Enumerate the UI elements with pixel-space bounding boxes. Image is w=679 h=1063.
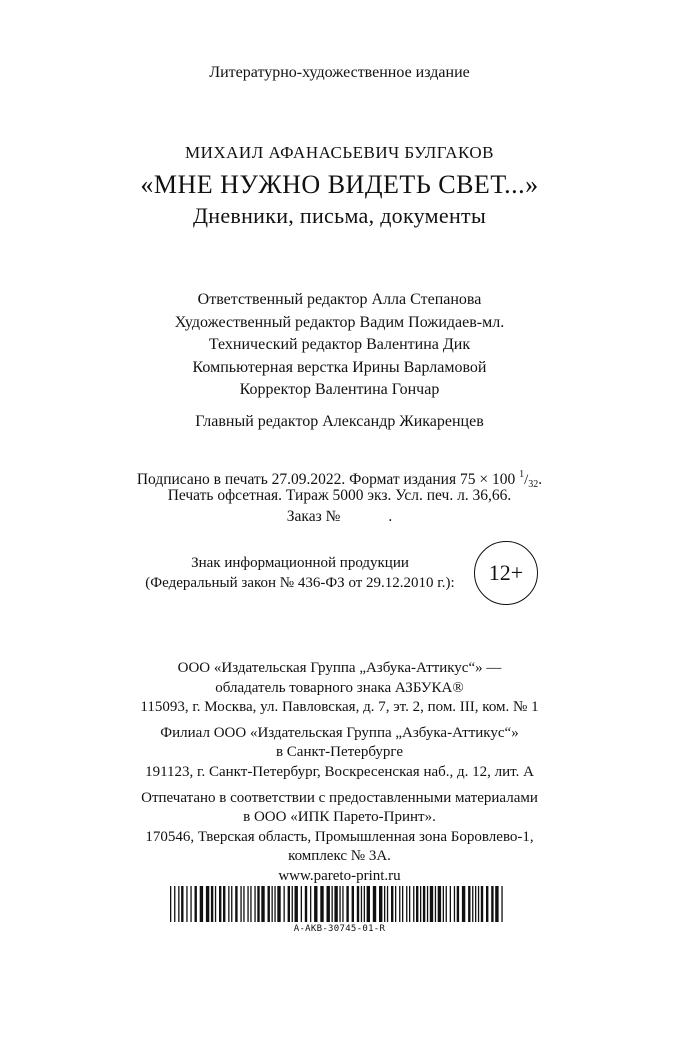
publisher-line: 191123, г. Санкт-Петербург, Воскресенская наб., д. 12, лит. А	[145, 763, 534, 780]
age-rating-badge	[474, 541, 538, 605]
genre-label: Литературно-художественное издание	[209, 64, 470, 81]
barcode-bar	[409, 886, 410, 922]
barcode-bar	[406, 886, 407, 922]
barcode-bar	[288, 886, 290, 922]
barcode-bar	[364, 886, 365, 922]
barcode-bar	[420, 886, 421, 922]
barcode-bar	[357, 886, 359, 922]
barcode-bar	[438, 886, 441, 922]
barcode-bar	[416, 886, 418, 922]
barcode-bar	[334, 886, 337, 922]
barcode-bar	[391, 886, 393, 922]
credit-line: Ответственный редактор Алла Степанова	[197, 291, 482, 308]
barcode-bar	[427, 886, 428, 922]
barcode-bar	[231, 886, 232, 922]
barcode-bar	[181, 886, 183, 922]
barcode-bar	[268, 886, 270, 922]
print-line-1-end: .	[538, 471, 543, 488]
barcode-bar	[235, 886, 237, 922]
barcode-bar	[215, 886, 216, 922]
publisher-line: в Санкт-Петербурге	[275, 744, 404, 761]
barcode-bar	[379, 886, 382, 922]
barcode-bar	[435, 886, 436, 922]
credits-block	[0, 289, 679, 402]
barcode-bar	[399, 886, 400, 922]
credit-line: Корректор Валентина Гончар	[239, 381, 440, 398]
barcode-bar	[443, 886, 444, 922]
barcode-bar	[250, 886, 251, 922]
barcode-bar	[254, 886, 255, 922]
credit-line: Художественный редактор Вадим Пожидаев-мл.	[174, 313, 505, 331]
print-line-2: Печать офсетная. Тираж 5000 экз. Усл. печ. л. 36,66.	[167, 487, 512, 504]
barcode-bar	[292, 886, 293, 922]
barcode-bar	[247, 886, 248, 922]
order-end: .	[388, 508, 393, 525]
age-sign-text	[140, 553, 460, 593]
barcode-bar	[457, 886, 459, 922]
barcode-bar	[387, 886, 388, 922]
barcode-bar	[342, 886, 343, 922]
barcode-bar	[186, 886, 187, 922]
barcode-code: A-AKB-30745-01-R	[293, 924, 386, 934]
publisher-line: Филиал ООО «Издательская Группа „Азбука-Аттикус“»	[160, 724, 519, 741]
barcode-bar	[190, 886, 191, 922]
publisher-line: ООО «Издательская Группа „Азбука-Аттикус“» —	[177, 660, 502, 676]
barcode-bar	[243, 886, 244, 922]
barcode-bar	[468, 886, 470, 922]
barcode-bar	[206, 886, 209, 922]
barcode-bar	[320, 886, 323, 922]
credit-line: Технический редактор Валентина Дик	[208, 336, 471, 353]
barcode-bar	[174, 886, 175, 922]
age-rating-text: 12+	[488, 560, 524, 585]
barcode-bar	[454, 886, 455, 922]
barcode-bar	[332, 886, 333, 922]
barcode-bar	[219, 886, 221, 922]
barcode-bar	[272, 886, 273, 922]
barcode-bar	[462, 886, 465, 922]
barcode-bar	[346, 886, 348, 922]
book-title: «МНЕ НУЖНО ВИДЕТЬ СВЕТ...»	[140, 170, 539, 199]
barcode-bar	[170, 886, 171, 922]
barcode-bar	[367, 886, 370, 922]
barcode-bar	[423, 886, 425, 922]
barcode-bar	[314, 886, 317, 922]
barcode-bar	[395, 886, 396, 922]
credit-line: Компьютерная верстка Ирины Варламовой	[192, 358, 487, 376]
print-line-1	[0, 464, 679, 490]
publisher-line: обладатель товарного знака АЗБУКА®	[215, 679, 464, 696]
barcode-bar	[195, 886, 197, 922]
print-line-1-text: Подписано в печать 27.09.2022. Формат издания 75 × 100	[136, 471, 520, 488]
barcode-bar	[305, 886, 307, 922]
age-sign-line-2: (Федеральный закон № 436-ФЗ от 29.12.2010 г.):	[145, 575, 455, 591]
order-label: Заказ №	[286, 508, 341, 525]
publisher-line: в ООО «ИПК Парето-Принт».	[243, 809, 436, 826]
barcode-bar	[274, 886, 275, 922]
format-fraction-numerator: 1	[519, 469, 525, 480]
format-fraction-slash: /	[524, 472, 529, 488]
publisher-info	[0, 659, 679, 887]
barcode-bar	[501, 886, 502, 922]
publisher-line: 115093, г. Москва, ул. Павловская, д. 7, эт. 2, пом. III, ком. № 1	[140, 699, 539, 716]
barcode-bar	[240, 886, 241, 922]
barcode-bar	[178, 886, 179, 922]
book-subtitle: Дневники, письма, документы	[192, 203, 487, 228]
barcode-bar	[339, 886, 340, 922]
barcode-bar	[261, 886, 264, 922]
barcode-bar	[310, 886, 311, 922]
barcode-bar	[257, 886, 259, 922]
barcode-bar	[402, 886, 403, 922]
barcode-bar	[284, 886, 285, 922]
format-fraction-denominator: 32	[528, 479, 539, 490]
barcode-bar	[472, 886, 473, 922]
barcode-bar	[446, 886, 447, 922]
barcode-bar	[495, 886, 498, 922]
chief-editor: Главный редактор Александр Жикаренцев	[195, 413, 484, 430]
publisher-line: комплекс № 3А.	[288, 848, 391, 865]
barcode-bar	[277, 886, 280, 922]
order-line	[0, 506, 679, 527]
barcode-bar	[478, 886, 479, 922]
barcode-bar	[486, 886, 488, 922]
barcode-bar	[228, 886, 229, 922]
barcode	[170, 886, 506, 922]
age-sign-line-1: Знак информационной продукции	[191, 555, 409, 571]
barcode-bar	[430, 886, 433, 922]
barcode-bar	[475, 886, 476, 922]
barcode-bar	[352, 886, 354, 922]
author-name: МИХАИЛ АФАНАСЬЕВИЧ БУЛГАКОВ	[184, 143, 495, 162]
barcode-bar	[413, 886, 414, 922]
barcode-bar	[491, 886, 493, 922]
barcode-bar	[200, 886, 203, 922]
barcode-bar	[373, 886, 376, 922]
barcode-bar	[301, 886, 302, 922]
print-info	[0, 464, 679, 527]
barcode-bar	[211, 886, 213, 922]
barcode-bar	[223, 886, 225, 922]
publisher-line: Отпечатано в соответствии с предоставленными материалами	[141, 789, 538, 806]
publisher-line: www.pareto-print.ru	[278, 867, 401, 884]
barcode-bar	[327, 886, 330, 922]
barcode-bar	[295, 886, 298, 922]
barcode-bar	[384, 886, 385, 922]
barcode-bar	[361, 886, 362, 922]
publisher-line: 170546, Тверская область, Промышленная зона Боровлево-1,	[145, 828, 534, 845]
barcode-bar	[450, 886, 451, 922]
barcode-bar	[481, 886, 483, 922]
